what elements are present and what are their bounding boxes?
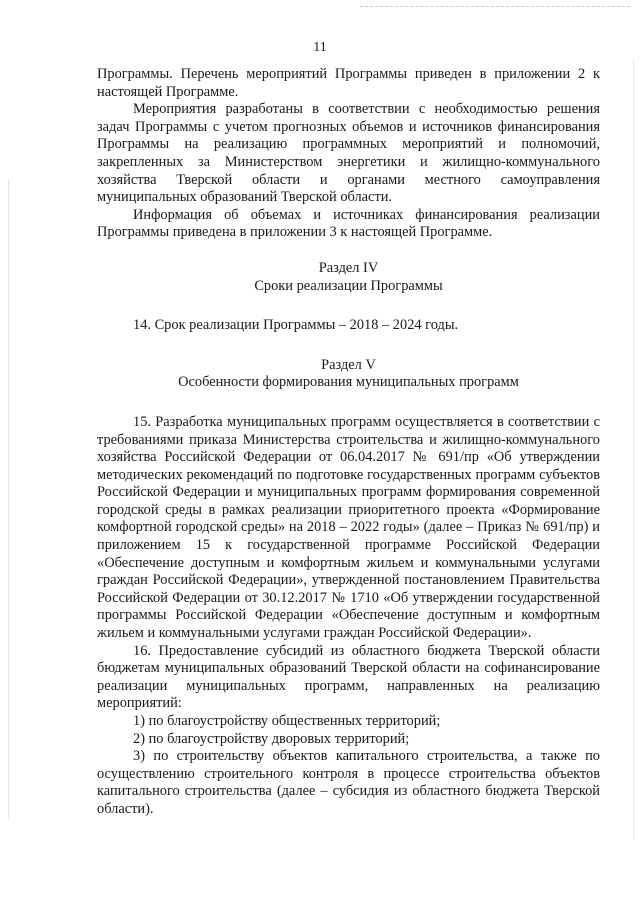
paragraph-15: 15. Разработка муниципальных программ осуществляется в соответствии с требованиями приказа Министерства строительства и жилищно-коммунального хозяйства Российской Федерации от 06.04.2017 № 691/пр «Об утверждении методических рекомендаций по подготовке государственных программ субъектов Российской Федерации и муниципальных программ формирования современной городской среды в рамках реализации приоритетного проекта «Формирование комфортной городской среды» на 2018 – 2022 годы» (далее – Приказ № 691/пр) и приложением 15 к государственной программе Российской Федерации «Обеспечение доступным и комфортным жильем и коммунальными услугами граждан Российской Федерации», утвержденной постановлением Правительства Российской Федерации от 30.12.2017 № 1710 «Об утверждении государственной программы Российской Федерации «Обеспечение доступным и комфортным жильем и коммунальными услугами граждан Российской Федерации». (97, 413, 600, 642)
page-number: 11 (313, 40, 327, 55)
scan-edge-left (8, 180, 9, 820)
section-5-label: Раздел V (321, 356, 376, 373)
paragraph-16: 16. Предоставление субсидий из областного бюджета Тверской области бюджетам муниципальных образований Тверской области на софинансирование реализации муниципальных программ, направленных на реализацию мероприятий: (97, 642, 600, 712)
section-4-title: Сроки реализации Программы (254, 277, 443, 294)
section-4-label: Раздел IV (318, 259, 379, 276)
paragraph-measures: Мероприятия разработаны в соответствии с необходимостью решения задач Программы с учетом прогнозных объемов и источников финансирования Программы на реализацию программных мероприятий и полномочий, закрепленных за Министерством энергетики и жилищно-коммунального хозяйства Тверской области и органами местного самоуправления муниципальных образований Тверской области. (97, 101, 600, 206)
section-5-title: Особенности формирования муниципальных программ (178, 374, 519, 391)
paragraph-continuation: Программы. Перечень мероприятий Программы приведен в приложении 2 к настоящей Программе. (97, 66, 600, 100)
paragraph-14: 14. Срок реализации Программы – 2018 – 2024 годы. (133, 317, 459, 334)
scan-edge-right (633, 60, 634, 840)
list-item-1: 1) по благоустройству общественных территорий; (133, 713, 441, 729)
scan-edge-top (360, 6, 630, 7)
list-item-2: 2) по благоустройству дворовых территорий; (133, 730, 410, 747)
list-item-3: 3) по строительству объектов капитального строительства, а также по осуществлению строительного контроля в процессе строительства объектов капитального строительства (далее – субсидия из областного бюджета Тверской области). (97, 748, 600, 817)
document-body (97, 66, 600, 819)
paragraph-financing-info: Информация об объемах и источниках финансирования реализации Программы приведена в приложении 3 к настоящей Программе. (97, 206, 600, 241)
